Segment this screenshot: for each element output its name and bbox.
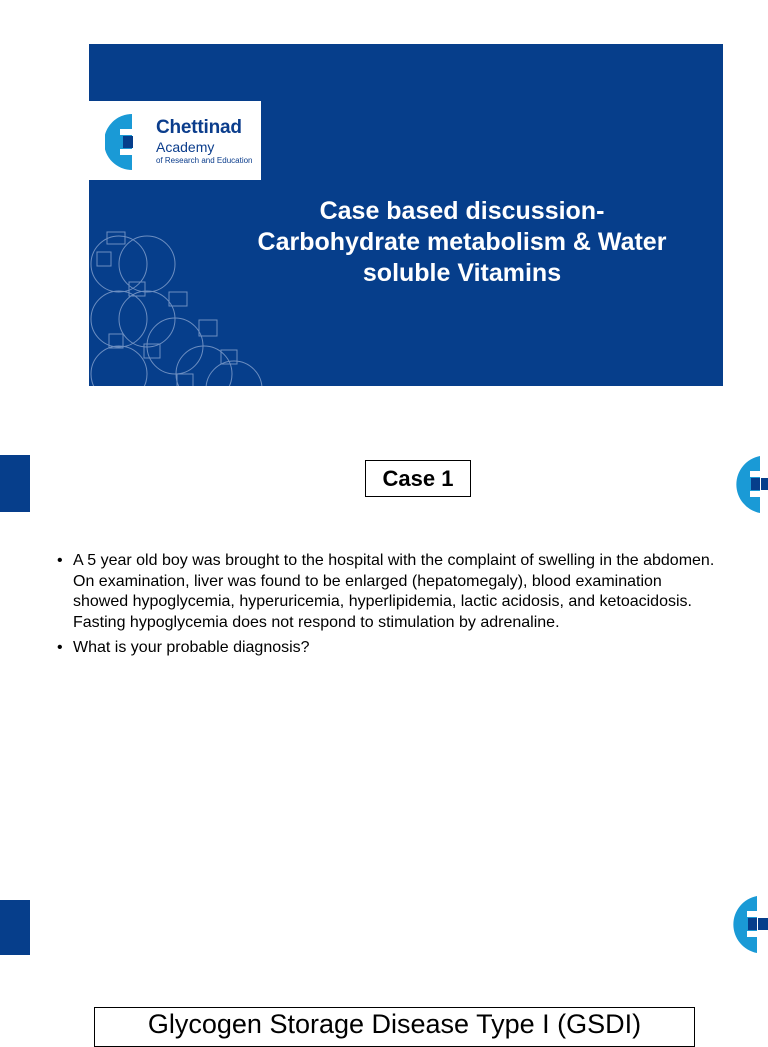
title-line-1: Case based discussion- bbox=[319, 197, 605, 225]
logo-tagline: of Research and Education bbox=[156, 156, 253, 165]
list-item bbox=[57, 638, 717, 659]
bullet-icon: • bbox=[57, 639, 63, 656]
title-line-3: soluble Vitamins bbox=[362, 259, 562, 287]
diagnosis-heading: Glycogen Storage Disease Type I (GSDI) bbox=[94, 1007, 695, 1047]
left-accent-bar bbox=[0, 455, 30, 512]
slide-title bbox=[215, 196, 709, 289]
chettinad-logo-icon bbox=[105, 113, 135, 171]
diagnosis-slide bbox=[0, 885, 768, 1039]
logo-text bbox=[156, 118, 253, 165]
title-slide bbox=[0, 0, 768, 430]
logo-subname: Academy bbox=[156, 139, 215, 155]
chettinad-logo-icon bbox=[730, 455, 768, 513]
institution-logo bbox=[45, 101, 261, 180]
left-accent-bar bbox=[0, 900, 30, 955]
case-slide bbox=[0, 430, 768, 885]
title-line-2: Carbohydrate metabolism & Water bbox=[257, 228, 667, 256]
list-item bbox=[57, 551, 717, 633]
case-label: Case 1 bbox=[365, 460, 471, 497]
chettinad-logo-icon bbox=[727, 895, 768, 953]
bullet-icon: • bbox=[57, 552, 63, 569]
case-description: A 5 year old boy was brought to the hospital with the complaint of swelling in the abdomen. On examination, liver was found to be enlarged (hepatomegaly), blood examination showed hypoglycemia, hyperuricemia, hyperlipidemia, lactic acidosis, and ketoacidosis. Fasting hypoglycemia does not respond to stimulation by adrenaline. bbox=[73, 552, 715, 631]
logo-name: Chettinad bbox=[156, 117, 242, 138]
case-question: What is your probable diagnosis? bbox=[73, 639, 310, 656]
title-banner bbox=[89, 44, 723, 386]
case-bullets bbox=[57, 551, 717, 664]
